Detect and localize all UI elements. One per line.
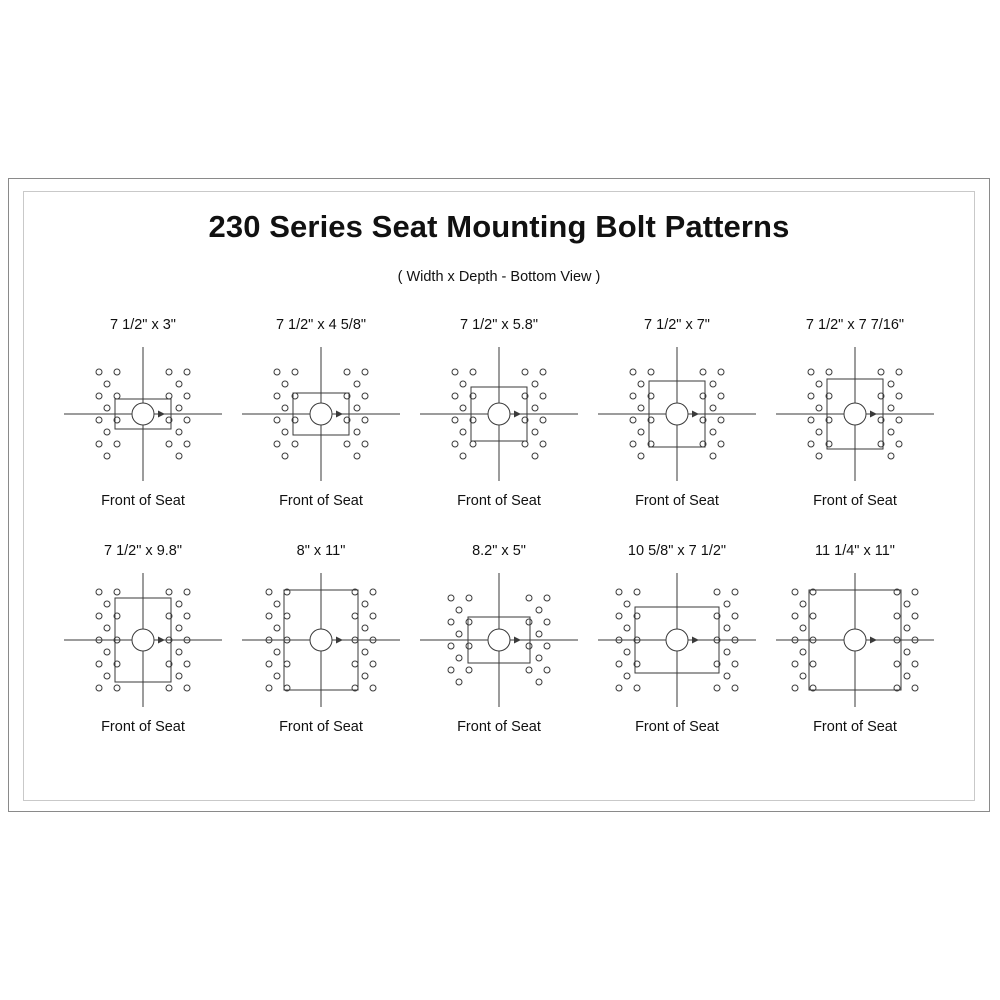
bolt-pattern-diagram bbox=[236, 569, 406, 711]
pattern-size-label: 8" x 11" bbox=[296, 543, 346, 559]
bolt-pattern-diagram bbox=[236, 343, 406, 485]
pattern-cell bbox=[232, 315, 410, 511]
front-of-seat-label: Front of Seat bbox=[457, 493, 541, 509]
pattern-cell bbox=[588, 315, 766, 511]
front-of-seat-label: Front of Seat bbox=[101, 719, 185, 735]
front-of-seat-label: Front of Seat bbox=[279, 493, 363, 509]
front-of-seat-label: Front of Seat bbox=[813, 719, 897, 735]
bolt-pattern-diagram bbox=[414, 569, 584, 711]
bolt-pattern-diagram bbox=[592, 569, 762, 711]
pattern-cell bbox=[766, 541, 944, 737]
pattern-cell bbox=[588, 541, 766, 737]
pattern-cell bbox=[54, 315, 232, 511]
pattern-size-label: 11 1/4" x 11" bbox=[815, 543, 895, 559]
bolt-pattern-diagram bbox=[770, 569, 940, 711]
front-of-seat-label: Front of Seat bbox=[635, 719, 719, 735]
pattern-row-1 bbox=[9, 315, 989, 511]
pattern-size-label: 7 1/2" x 4 5/8" bbox=[275, 317, 367, 333]
pattern-grid bbox=[9, 315, 989, 737]
page-title: 230 Series Seat Mounting Bolt Patterns bbox=[208, 209, 790, 244]
pattern-cell bbox=[410, 541, 588, 737]
bolt-pattern-diagram bbox=[414, 343, 584, 485]
pattern-cell bbox=[410, 315, 588, 511]
front-of-seat-label: Front of Seat bbox=[279, 719, 363, 735]
pattern-size-label: 10 5/8" x 7 1/2" bbox=[627, 543, 727, 559]
pattern-size-label: 7 1/2" x 7 7/16" bbox=[805, 317, 905, 333]
pattern-cell bbox=[766, 315, 944, 511]
bolt-pattern-diagram bbox=[58, 569, 228, 711]
front-of-seat-label: Front of Seat bbox=[635, 493, 719, 509]
drawing-sheet bbox=[8, 178, 990, 812]
pattern-cell bbox=[232, 541, 410, 737]
front-of-seat-label: Front of Seat bbox=[457, 719, 541, 735]
pattern-cell bbox=[54, 541, 232, 737]
front-of-seat-label: Front of Seat bbox=[813, 493, 897, 509]
front-of-seat-label: Front of Seat bbox=[101, 493, 185, 509]
pattern-size-label: 7 1/2" x 5.8" bbox=[459, 317, 538, 333]
bolt-pattern-diagram bbox=[592, 343, 762, 485]
pattern-size-label: 7 1/2" x 9.8" bbox=[103, 543, 182, 559]
page-subtitle: ( Width x Depth - Bottom View ) bbox=[397, 269, 601, 285]
pattern-size-label: 7 1/2" x 7" bbox=[644, 317, 710, 333]
bolt-pattern-diagram bbox=[58, 343, 228, 485]
pattern-size-label: 7 1/2" x 3" bbox=[110, 317, 176, 333]
bolt-pattern-diagram bbox=[770, 343, 940, 485]
pattern-size-label: 8.2" x 5" bbox=[472, 543, 526, 559]
pattern-row-2 bbox=[9, 541, 989, 737]
